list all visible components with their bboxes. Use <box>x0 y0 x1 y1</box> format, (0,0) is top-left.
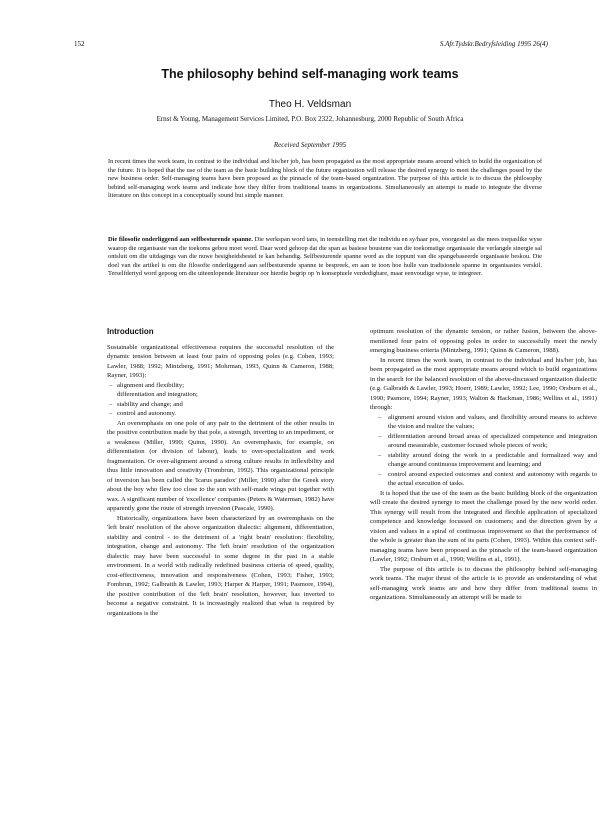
abstract-afrikaans-text: Die werkspan word tans, in teenstelling met die individu en sy/haar pos, voorgestel as die mees toepaslike wyse waarop die organisasie van die toekoms gebou moet word. Daar word gehoop dat die span as basiese boustene van die toekomstige organisasie die verlangde sinergie sal ontsluit om die uitdagings van die nuwe besigheidsbestel te kan behandig. Selfbesturende spanne word as die toppunt van die spangebaseerde organisasie beskou. Die doel van die artikel is om die filosofie onderliggend aan selfbesturende spanne te bespreek, en aan te toon hoe hulle van tradisionele spanne in organisasies verskil. Terselfdertyd word gepoog om die uiteenlopende literatuur oor hierdie begrip op 'n konseptuele verdedigbare, maar eenvoudige wyse, te integreer. <box>108 236 543 277</box>
list-item: differentiation and integration; <box>117 391 198 398</box>
right-column <box>370 327 597 603</box>
list-item: – alignment and flexibility; <box>107 381 334 391</box>
section-heading-introduction: Introduction <box>107 327 154 336</box>
list-item: – stability around doing the work in a predictable and formalized way and change around continuous improvement and learning; and <box>370 451 597 470</box>
opposing-poles-list <box>107 381 334 419</box>
paragraph: Historically, organizations have been characterized by an overemphasis on the 'left brain' resolution of the above organization dialectic: alignment, differentiation, stability and control - to the detriment of a 'right brain' resolution: flexibility, integration, change and autonomy. The 'left brain' resolution of the organization dialectic may have been successful to some degree in the past in a stable environment. In a world with radically redefined business criteria of speed, quality, cost-effectiveness, innovation and responsiveness (Cohen, 1993; Fisher, 1993; Fombrun, 1992; Galbraith & Lawler, 1993; Harper & Harper, 1991; Pasmore, 1994), the positive contribution of the 'left brain' resolution, however, has inverted to become a negative constraint. It is increasingly realized that what is required by organizations is the <box>107 514 334 617</box>
paragraph: optimum resolution of the dynamic tension, or rather fusion, between the above-mentioned four pairs of opposing poles in order to successfully meet the newly emerging business criteria (Mintzberg, 1991; Quinn & Cameron, 1988). <box>370 328 597 354</box>
author-affiliation: Ernst & Young, Management Services Limited, P.O. Box 2322, Johannesburg, 2000 Republic of South Africa <box>156 115 464 123</box>
list-item: – stability and change; and <box>107 400 334 410</box>
left-column <box>107 327 334 618</box>
page-number: 152 <box>74 40 85 48</box>
paragraph: The purpose of this article is to discuss the philosophy behind self-managing work teams. The major thrust of the article is to provide an understanding of what self-managing work teams are and how they differ from traditional teams in organizations. Simultaneously an attempt will be made to <box>370 565 597 601</box>
running-header <box>74 40 548 52</box>
journal-reference: S.Afr.Tydskr.Bedryfsleiding 1995 26(4) <box>439 40 548 48</box>
article-title: The philosophy behind self-managing work teams <box>161 67 459 81</box>
resolution-list <box>370 413 597 489</box>
abstract-afrikaans <box>108 236 542 279</box>
abstract-afrikaans-title: Die filosofie onderliggend aan selfbesturende spanne. <box>108 236 253 243</box>
paragraph: An overemphasis on one pole of any pair to the detriment of the other results in the positive contribution made by that pole, a strength, inverting to an impediment, or a weakness (Miller, 1990; Quinn, 1990). An overemphasis, for example, on differentiation (or division of labour), leads to over-specialization and work fragmentation. Or over-alignment around a strong culture results in inflexibility and thus little innovation and creativity (Trombrun, 1992). This organizational principle of inversion has been called the 'Icarus paradox' (Miller, 1990) after the Greek story about the boy who flew too close to the sun with self-made wings put together with wax. A significant number of 'excellence' companies (Peters & Waterman, 1982) have apparently gone the route of strength inversion (Pascale, 1990). <box>107 419 334 512</box>
list-item: – control around expected outcomes and context and autonomy with regards to the actual execution of tasks. <box>370 470 597 489</box>
list-item: – alignment around vision and values, and flexibility around means to achieve the vision and realize the values; <box>370 413 597 432</box>
list-item: – control and autonomy. <box>107 409 334 419</box>
author-name: Theo H. Veldsman <box>268 99 352 110</box>
list-item: – differentiation around broad areas of specialized competence and integration around measurable, customer focused whole pieces of work; <box>370 432 597 451</box>
paragraph: It is hoped that the use of the team as the basic building block of the organization will create the desired synergy to meet the challenge posed by the new world order. This synergy will result from the integrated and flexible application of specialized competence and knowledge focussed on customers; and the direction given by a vision and values in a spiral of continuous improvement so that the performance of the whole is greater than the sum of its parts (Cohen, 1993). Within this context self-managing teams have been proposed as the pinnacle of the team-based organization (Lawler, 1992; Orsburn et al., 1990; Wellins et al., 1991). <box>370 489 597 563</box>
paragraph: Sustainable organizational effectiveness requires the successful resolution of the dynamic tension between at least four pairs of opposing poles (e.g. Cohen, 1993; Lawler, 1988; 1992; Mintzberg, 1991; Mohrman, 1993, Quinn & Cameron, 1988; Rayner, 1993): <box>107 343 334 379</box>
abstract-english: In recent times the work team, in contrast to the individual and his/her job, has been propagated as the most appropriate means around which to build the organization of the future. It is hoped that the use of the team as the basic building block of the future organization will release the desired synergy to meet the challenges posed by the new business order. Self-managing teams have been proposed as the pinnacle of the team-based organization. The purpose of this article is to discuss the philosophy behind self-managing work teams and indicate how they differ from traditional teams in organizations. Simultaneously an attempt is made to integrate the diverse literature on this concept in a conceptually sound but simple manner. <box>108 158 542 199</box>
paragraph: In recent times the work team, in contrast to the individual and his/her job, has been propagated as the most appropriate means around which to build organizations in the search for the balanced resolution of the above-discussed organization dialectic (e.g. Galbraith & Lawler, 1993; Hoerr, 1989; Lawler, 1992; Lee, 1990; Orsburn et al., 1990; Pasmore, 1994; Rayner, 1993; Walton & Hackman, 1986; Wellins et al., 1991) through: <box>370 356 597 411</box>
received-date: Received September 1995 <box>273 141 347 149</box>
